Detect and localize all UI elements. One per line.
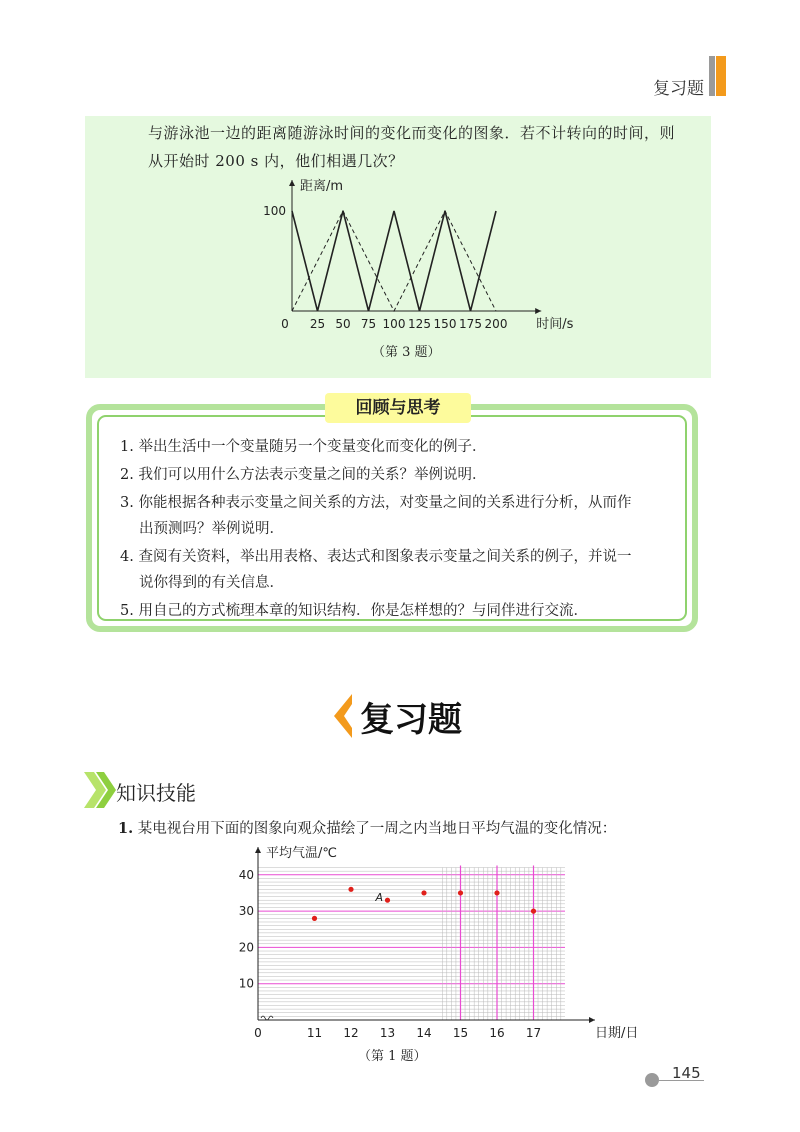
question-3-caption: （第 3 题）: [372, 345, 441, 360]
x-tick-label: 100: [382, 317, 406, 331]
page-marker-icon: [645, 1073, 659, 1087]
review-think-title: 回顾与思考: [325, 393, 471, 423]
think-item-3: 3. 你能根据各种表示变量之间关系的方法，对变量之间的关系进行分析，从而作: [120, 495, 632, 511]
think-item-5: 5. 用自己的方式梳理本章的知识结构．你是怎样想的？与同伴进行交流．: [120, 603, 588, 619]
page-number: 145: [672, 1064, 701, 1082]
x-tick-label: 150: [433, 317, 457, 331]
x-tick-label: 13: [379, 1026, 396, 1040]
data-point-5: [458, 890, 463, 895]
y-axis-label: 平均气温/℃: [266, 846, 337, 861]
section-header-label: 复习题: [653, 79, 704, 99]
question-1-text: [118, 817, 616, 838]
data-point-7: [531, 909, 536, 914]
x-tick-label: 50: [335, 317, 351, 331]
x-tick-label: 11: [306, 1026, 323, 1040]
x-axis-label: 时间/s: [536, 317, 574, 332]
y-tick-label: 40: [238, 867, 254, 882]
review-title: 复习题: [360, 700, 462, 740]
series-line-1: [292, 211, 496, 311]
x-tick-label: 16: [489, 1026, 505, 1040]
think-item-1: 1. 举出生活中一个变量随另一个变量变化而变化的例子．: [120, 439, 487, 455]
distance-time-chart: [255, 170, 585, 340]
question-3-line-2: 从开始时 200 s 内，他们相遇几次？: [148, 152, 404, 170]
x-tick-label: 0: [281, 317, 289, 331]
y-tick-label: 20: [238, 940, 254, 955]
data-point-6: [494, 890, 499, 895]
x-tick-label: 12: [343, 1026, 359, 1040]
y-tick-label: 10: [238, 976, 254, 991]
x-tick-label: 200: [484, 317, 508, 331]
think-item-3-cont: 出预测吗？举例说明．: [139, 521, 284, 537]
header-bar-gray: [709, 56, 715, 96]
y-axis-label: 距离/m: [300, 179, 344, 194]
x-tick-label: 15: [452, 1026, 469, 1040]
header-bar-orange: [716, 56, 726, 96]
data-point-4: [421, 890, 426, 895]
think-item-2: 2. 我们可以用什么方法表示变量之间的关系？举例说明．: [120, 467, 487, 483]
data-point-2: [348, 887, 353, 892]
x-tick-label: 175: [459, 317, 482, 331]
double-chevron-icon: [84, 772, 118, 808]
point-label-a: A: [375, 891, 384, 905]
x-tick-label: 17: [525, 1026, 542, 1040]
question-3-line-1: 与游泳池一边的距离随游泳时间的变化而变化的图象．若不计转向的时间，则: [148, 124, 676, 142]
review-chevron-icon: [332, 694, 354, 738]
data-point-1: [312, 916, 317, 921]
y-tick-label: 100: [263, 204, 286, 218]
x-axis-label: 日期/日: [595, 1026, 639, 1041]
x-tick-label: 125: [408, 317, 431, 331]
think-item-4: 4. 查阅有关资料，举出用表格、表达式和图象表示变量之间关系的例子，并说一: [120, 549, 632, 565]
question-1-number: 1.: [118, 820, 134, 837]
y-tick-label: 30: [238, 904, 254, 919]
data-point-3: [385, 898, 390, 903]
think-item-4-cont: 说你得到的有关信息．: [139, 575, 284, 591]
skills-heading: 知识技能: [116, 781, 196, 805]
question-1-caption: （第 1 题）: [358, 1049, 427, 1064]
x-tick-label: 0: [254, 1026, 262, 1040]
question-1-body: 某电视台用下面的图象向观众描绘了一周之内当地日平均气温的变化情况：: [137, 821, 617, 837]
x-tick-label: 75: [360, 317, 377, 331]
temperature-chart: [236, 842, 639, 1042]
x-tick-label: 25: [309, 317, 326, 331]
series-line-2: [292, 211, 496, 311]
x-tick-label: 14: [416, 1026, 432, 1040]
